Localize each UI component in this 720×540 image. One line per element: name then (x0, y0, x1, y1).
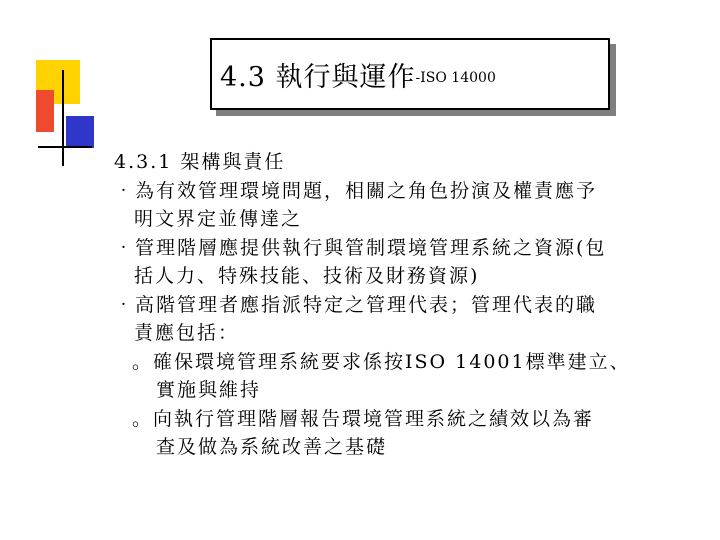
bullet-item (114, 291, 694, 348)
sub-bullet-line: 實施與維持 (156, 379, 262, 401)
bullet-line: 括人力、特殊技能、技術及財務資源) (134, 265, 480, 287)
bullet-item (114, 177, 694, 234)
decor-blue-square (66, 116, 94, 148)
bullet-line: ‧管理階層應提供執行與管制環境管理系統之資源(包 (114, 236, 607, 259)
section-heading: 4.3.1 架構與責任 (114, 151, 286, 173)
decor-red-square (36, 90, 54, 132)
sub-bullet-item (114, 348, 694, 405)
decor-horizontal-line (38, 146, 92, 148)
slide-title-suffix: -ISO 14000 (415, 70, 496, 86)
title-box (210, 38, 610, 110)
sub-bullet-line: 查及做為系統改善之基礎 (156, 436, 388, 458)
bullet-line: ‧為有效管理環境問題，相關之角色扮演及權責應予 (114, 179, 598, 202)
decor-vertical-line (62, 70, 64, 166)
slide-content (114, 148, 694, 462)
bullet-item (114, 234, 694, 291)
sub-bullet-line: 。向執行管理階層報告環境管理系統之績效以為審 (132, 407, 595, 430)
bullet-line: ‧高階管理者應指派特定之管理代表；管理代表的職 (114, 293, 598, 316)
bullet-line: 責應包括： (134, 322, 240, 344)
bullet-line: 明文界定並傳達之 (134, 208, 303, 230)
sub-bullet-line: 。確保環境管理系統要求係按ISO 14001標準建立、 (132, 350, 631, 373)
slide-title: 4.3 執行與運作 (220, 61, 416, 93)
sub-bullet-item (114, 405, 694, 462)
